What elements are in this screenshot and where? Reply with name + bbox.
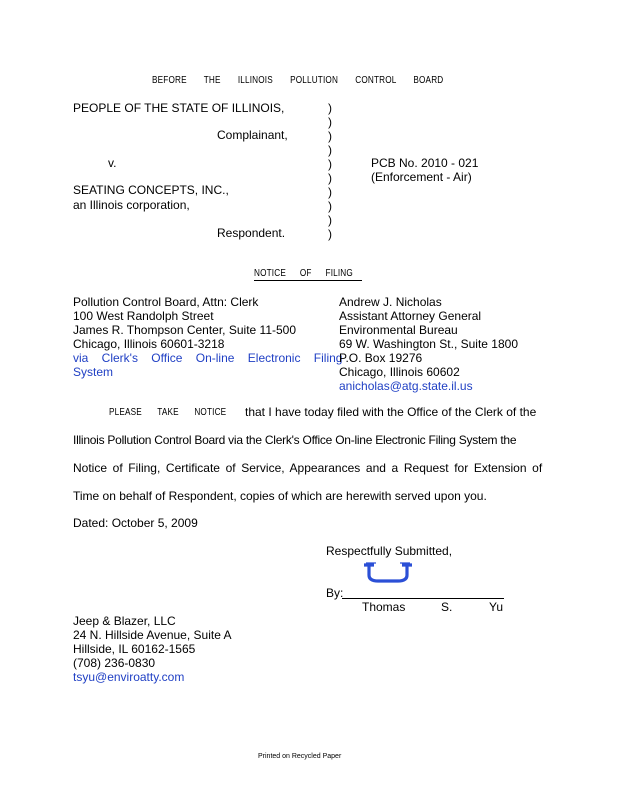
defendant-description: an Illinois corporation,	[73, 198, 190, 212]
case-number: PCB No. 2010 - 021	[371, 156, 479, 170]
firm-city: Hillside, IL 60162-1565	[73, 642, 196, 656]
handwritten-signature	[360, 561, 416, 583]
versus-label: v.	[108, 156, 117, 170]
firm-phone: (708) 236-0830	[73, 656, 156, 670]
case-type: (Enforcement - Air)	[371, 170, 472, 184]
board-title: BEFORE THE ILLINOIS POLLUTION CONTROL BOARD	[152, 75, 444, 86]
notice-lead: PLEASE TAKE NOTICE	[109, 407, 227, 418]
firm-name: Jeep & Blazer, LLC	[73, 614, 176, 628]
right-address-line2: Assistant Attorney General	[339, 309, 482, 323]
right-address-line5: P.O. Box 19276	[339, 351, 423, 365]
notice-heading: NOTICE OF FILING	[254, 268, 362, 281]
body-line1: that I have today filed with the Office of the Clerk of the	[245, 405, 537, 419]
left-address-line4: Chicago, Illinois 60601-3218	[73, 337, 225, 351]
firm-email-link[interactable]: tsyu@enviroatty.com	[73, 670, 185, 684]
left-address-line2: 100 West Randolph Street	[73, 309, 214, 323]
signer-middle-initial: S.	[441, 600, 453, 614]
filing-system-link-cont[interactable]: System	[73, 365, 114, 379]
plaintiff-name: PEOPLE OF THE STATE OF ILLINOIS,	[73, 101, 285, 115]
right-address-line4: 69 W. Washington St., Suite 1800	[339, 337, 518, 351]
body-line4: Time on behalf of Respondent, copies of which are herewith served upon you.	[73, 489, 487, 503]
left-address-line1: Pollution Control Board, Attn: Clerk	[73, 295, 259, 309]
body-line2: Illinois Pollution Control Board via the Clerk's Office On-line Electronic Filing System the	[73, 433, 517, 447]
signature-closing: Respectfully Submitted,	[326, 544, 453, 558]
complainant-label: Complainant,	[217, 128, 288, 142]
body-line3: Notice of Filing, Certificate of Service, Appearances and a Request for Extension of	[73, 461, 543, 475]
filing-system-link[interactable]: via Clerk's Office On-line Electronic Filing	[73, 351, 343, 365]
signer-last-name: Yu	[489, 600, 504, 614]
by-label: By:	[326, 586, 344, 600]
defendant-name: SEATING CONCEPTS, INC.,	[73, 183, 229, 197]
caption-bracket: ) ) ) ) ) ) ) ) ) )	[328, 101, 332, 241]
firm-street: 24 N. Hillside Avenue, Suite A	[73, 628, 232, 642]
signer-first-name: Thomas	[362, 600, 406, 614]
aag-email-link[interactable]: anicholas@atg.state.il.us	[339, 379, 473, 393]
dated-line: Dated: October 5, 2009	[73, 516, 198, 530]
signature-line	[342, 587, 504, 599]
right-address-line1: Andrew J. Nicholas	[339, 295, 442, 309]
right-address-line6: Chicago, Illinois 60602	[339, 365, 460, 379]
recycled-paper-footer: Printed on Recycled Paper	[258, 753, 342, 760]
right-address-line3: Environmental Bureau	[339, 323, 458, 337]
left-address-line3: James R. Thompson Center, Suite 11-500	[73, 323, 297, 337]
respondent-label: Respondent.	[217, 226, 286, 240]
